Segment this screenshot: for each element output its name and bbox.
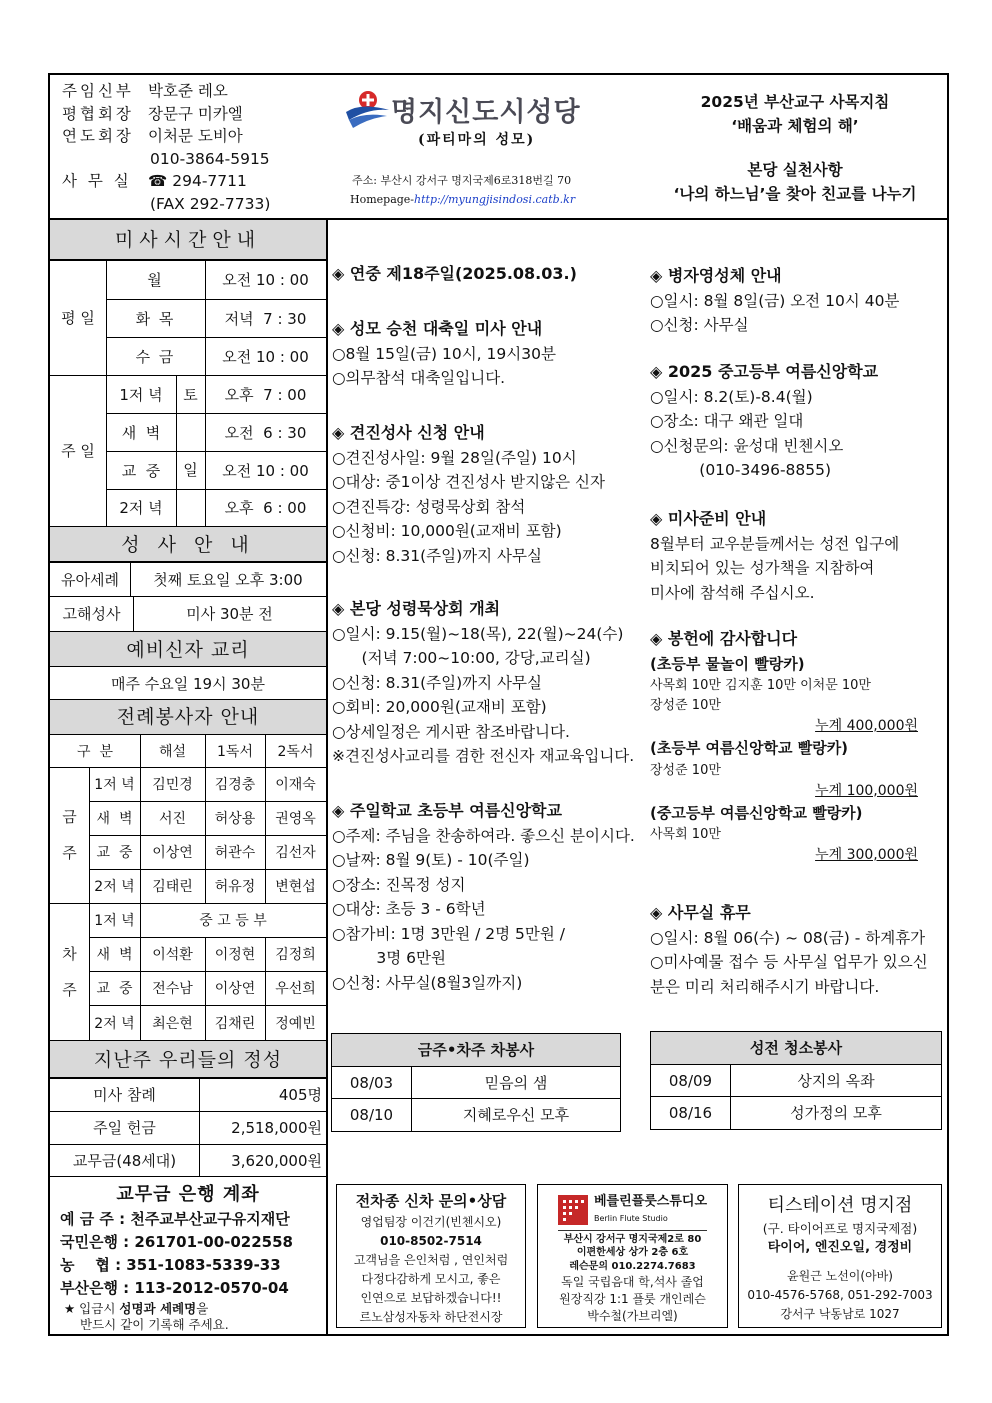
catechumen-time: 매주 수요일 19시 30분 (50, 667, 326, 700)
next-week-label: 차 주 (62, 944, 77, 999)
minister-name: 허유정 (214, 879, 256, 895)
notice-section (332, 262, 577, 287)
notice-line: ○의무참석 대축일입니다. (332, 369, 506, 387)
minister-name: 최은현 (152, 1015, 193, 1032)
bank-account-line: 예 금 주 : 천주교부산교구유지재단 (60, 1210, 290, 1228)
homepage-label: Homepage- (350, 193, 415, 206)
staff-role: 사 무 실 (62, 172, 132, 190)
staff-row (62, 103, 270, 126)
bank-account-line: 국민은행 : 261701-00-022558 (60, 1233, 293, 1251)
mass-name: 2저 녁 (119, 499, 163, 517)
notice-section (332, 799, 635, 995)
notice-line: ○8월 15일(금) 10시, 19시30분 (332, 344, 556, 363)
notice-line: 비치되어 있는 성가책을 지참하여 (650, 559, 875, 577)
minister-name: 이상연 (152, 845, 193, 861)
parish-subtitle: (파티마의 성모) (418, 132, 536, 148)
notice-line: ○미사예물 접수 등 사무실 업무가 있으신 (650, 953, 928, 971)
homepage (350, 193, 575, 206)
thanks-detail: 장성준 10만 (650, 698, 721, 713)
notice-title: ◈ 봉헌에 감사합니다 (650, 629, 798, 648)
table-row (332, 1099, 620, 1131)
offering-label: 미사 참례 (93, 1086, 156, 1104)
notice-title: ◈ 주일학교 초등부 여름신앙학교 (332, 801, 562, 820)
staff-row (62, 125, 270, 148)
mass-day: 월 (147, 271, 164, 289)
minister-name: 우선희 (275, 981, 316, 997)
notice-line: ○신청비: 10,000원(교재비 포함) (332, 522, 562, 540)
notice-line: ○대상: 초등 3 - 6학년 (332, 900, 486, 918)
minister-name: 김민경 (152, 777, 193, 793)
ad-title: 전차종 신차 문의•상담 (355, 1192, 507, 1210)
cleaning-service-title: 성전 청소봉사 (651, 1032, 941, 1065)
notice-line: ○신청: 8.31(주일)까지 사무실 (332, 673, 542, 692)
thanks-detail: 사목회 10만 김지훈 10만 이처문 10만 (650, 678, 871, 693)
offering-value: 405명 (278, 1086, 322, 1104)
service-date: 08/03 (332, 1067, 412, 1098)
table-row (332, 1067, 620, 1099)
parish-address: 주소: 부산시 강서구 명지국제6로318번길 70 (352, 174, 572, 187)
sunday-label: 주 일 (61, 442, 95, 460)
mass-day: 일 (183, 461, 198, 479)
bank-note: 반드시 같이 기록해 주세요. (80, 1317, 229, 1332)
staff-role: 주임신부 (62, 82, 134, 100)
notice-line: (저녁 7:00~10:00, 강당,교리실) (332, 649, 591, 667)
minister-name: 김채린 (214, 1015, 256, 1032)
ad-title: 베를린플룻스튜디오 (593, 1194, 708, 1209)
staff-row (62, 80, 270, 103)
thanks-heading: (초등부 여름신앙학교 빨랑카) (650, 739, 849, 757)
notice-line: 3명 6만원 (332, 949, 446, 967)
mass-title: 미사시간안내 (50, 220, 326, 260)
offering-value: 2,518,000원 (231, 1119, 322, 1137)
bank-account-line: 부산은행 : 113-2012-0570-04 (60, 1279, 289, 1297)
notice-line: ○일시: 9.15(월)~18(목), 22(월)~24(수) (332, 624, 624, 643)
notice-line: ○일시: 8.2(토)-8.4(월) (650, 387, 813, 406)
service-name: 교 중 (96, 981, 133, 997)
service-group: 상지의 옥좌 (797, 1072, 875, 1090)
guide-line: ‘배움과 체험의 해’ (731, 117, 859, 135)
bank-account-line: 농 협 : 351-1083-5339-33 (60, 1256, 281, 1274)
table-row (651, 1065, 941, 1097)
minister-name: 권영옥 (275, 811, 316, 827)
column-header: 구 분 (77, 744, 113, 760)
service-name: 1저 녁 (94, 777, 135, 793)
service-name: 2저 녁 (94, 879, 135, 895)
minister-name: 김태린 (152, 879, 193, 895)
ad-line: 원장직강 1:1 플룻 개인레슨 (559, 1292, 706, 1306)
notice-line: ○대상: 중1이상 견진성사 받지않은 신자 (332, 473, 605, 491)
notice-line: ○견진특강: 성령묵상회 참석 (332, 497, 526, 516)
notice-section (650, 360, 940, 483)
offering-label: 주일 헌금 (93, 1119, 156, 1137)
mass-name: 교 중 (121, 461, 161, 480)
minister-name: 변현섭 (275, 879, 316, 895)
ad-line: 박수철(가브리엘) (587, 1309, 678, 1323)
service-name: 1저 녁 (94, 913, 135, 929)
mass-day: 화 목 (135, 309, 176, 328)
minister-name: 김정희 (275, 947, 316, 963)
minister-name: 이상연 (214, 981, 256, 997)
sacrament-name: 고해성사 (62, 605, 121, 623)
homepage-link[interactable]: http://myungjisindosi.catb.kr (414, 193, 576, 206)
parish-emblem-icon (343, 86, 391, 134)
weekday-label: 평 일 (61, 309, 95, 327)
notice-title: ◈ 견진성사 신청 안내 (332, 423, 485, 442)
notice-title: ◈ 병자영성체 안내 (650, 266, 782, 285)
car-dealer-ad (336, 1184, 526, 1328)
staff-row (62, 148, 270, 171)
minister-name: 중 고 등 부 (199, 913, 267, 929)
service-date: 08/10 (332, 1099, 412, 1131)
notice-line: 8월부터 교우분들께서는 성전 입구에 (650, 534, 900, 553)
service-group: 성가정의 모후 (790, 1104, 882, 1122)
offering-value: 3,620,000원 (231, 1151, 322, 1170)
ad-line: 강서구 낙동남로 1027 (780, 1307, 900, 1321)
mass-name: 1저 녁 (119, 385, 163, 404)
notice-line: ○일시: 8월 06(수) ~ 08(금) - 하계휴가 (650, 928, 926, 947)
grid-line (50, 1176, 326, 1177)
notice-line: ○신청문의: 윤성대 빈첸시오 (650, 436, 844, 455)
staff-row (62, 170, 270, 193)
sacrament-time: 첫째 토요일 오후 3:00 (153, 570, 303, 589)
staff-name: 박호준 레오 (148, 82, 228, 100)
minister-name: 이석환 (152, 947, 193, 963)
service-name: 교 중 (96, 845, 133, 861)
staff-name: (FAX 292-7733) (150, 194, 271, 213)
ad-subtitle: Berlin Flute Studio (593, 1214, 668, 1223)
notice-title: ◈ 2025 중고등부 여름신앙학교 (650, 362, 879, 381)
notice-section (332, 421, 605, 568)
notice-section (650, 507, 940, 605)
minister-name: 이정현 (214, 947, 256, 963)
notice-line: ※견진성사교리를 겸한 전신자 재교육입니다. (332, 747, 635, 765)
mass-time: 오전 10 : 00 (222, 461, 309, 480)
cleaning-service-table (650, 1031, 942, 1130)
mass-day: 토 (183, 385, 198, 404)
mass-time: 오후 7 : 00 (224, 385, 307, 404)
minister-name: 김경충 (214, 777, 256, 793)
thanks-total: 누계 400,000원 (815, 718, 918, 734)
parish-name: 명지신도시성당 (391, 97, 581, 128)
thanks-heading: (초등부 물놀이 빨랑카) (650, 654, 805, 673)
ad-line: 이편한세상 상가 2층 6호 (576, 1247, 689, 1258)
notice-line: ○신청: 사무실(8월3일까지) (332, 973, 523, 992)
notice-title: ◈ 미사준비 안내 (650, 509, 767, 528)
ad-line: 영업팀장 이건기(빈첸시오) (360, 1215, 502, 1229)
thanks-detail: 장성준 10만 (650, 762, 721, 778)
guide-line: 본당 실천사항 (747, 161, 843, 179)
notice-line: ○신청: 사무실 (650, 316, 749, 334)
ad-line: 고객님을 은인처럼 , 연인처럼 (353, 1253, 509, 1267)
staff-role: 평협회장 (62, 104, 134, 123)
staff-name: 이처문 도비아 (148, 127, 243, 145)
minister-name: 서진 (158, 811, 187, 827)
minister-name: 이재숙 (275, 777, 316, 793)
ad-line: 다정다감하게 모시고, 좋은 (361, 1272, 501, 1286)
notice-line: ○참가비: 1명 3만원 / 2명 5만원 / (332, 924, 565, 943)
ad-line: 레슨문의 010.2274.7683 (569, 1261, 696, 1272)
notice-title: ◈ 연중 제18주일(2025.08.03.) (332, 264, 577, 283)
notice-section (332, 317, 556, 391)
ad-line: 독일 국립음대 학,석사 졸업 (561, 1275, 704, 1289)
offering-label: 교무금(48세대) (72, 1151, 177, 1170)
bank-title: 교무금 은행 계좌 (116, 1184, 260, 1205)
notice-title: ◈ 본당 성령묵상회 개최 (332, 599, 501, 618)
staff-row (62, 193, 270, 216)
service-date: 08/16 (651, 1097, 731, 1129)
bank-note-text: 을 (196, 1301, 209, 1316)
notice-title: ◈ 성모 승천 대축일 미사 안내 (332, 319, 543, 338)
minister-name: 정예빈 (275, 1015, 316, 1032)
ad-phone: 010-8502-7514 (380, 1234, 482, 1248)
service-date: 08/09 (651, 1065, 731, 1096)
mass-time: 오전 10 : 00 (222, 271, 309, 289)
notice-line: ○날짜: 8월 9(토) - 10(주일) (332, 851, 530, 869)
ad-line: 부산시 강서구 명지국제2로 80 (563, 1234, 702, 1245)
mass-name: 새 벽 (121, 423, 161, 442)
ad-line: 르노삼성자동차 하단전시장 (359, 1310, 503, 1324)
mass-day: 수 금 (135, 347, 176, 366)
guide-line (650, 138, 940, 158)
flute-studio-ad (537, 1184, 728, 1328)
notice-line: ○견진성사일: 9월 28일(주일) 10시 (332, 448, 577, 467)
notice-section (650, 264, 940, 338)
service-name: 새 벽 (96, 811, 133, 827)
notice-line: 미사에 참석해 주십시오. (650, 583, 815, 602)
staff-name: ☎ 294-7711 (148, 172, 247, 190)
flute-studio-logo-icon (558, 1195, 588, 1225)
column-header: 해설 (158, 744, 187, 760)
guide-line: ‘나의 하느님’을 찾아 친교를 나누기 (673, 185, 917, 203)
liturgy-title: 전례봉사자 안내 (50, 700, 326, 735)
notice-line: ○일시: 8월 8일(금) 오전 10시 40분 (650, 291, 900, 310)
column-header: 1독서 (217, 744, 253, 760)
notice-line: ○회비: 20,000원(교재비 포함) (332, 698, 547, 716)
catechumen-title: 예비신자 교리 (50, 631, 326, 667)
notice-line: ○상세일정은 게시판 참조바랍니다. (332, 722, 570, 741)
mass-time: 오후 6 : 00 (224, 499, 307, 517)
thanks-detail: 사목회 10만 (650, 827, 721, 842)
staff-list (62, 80, 270, 215)
minister-name: 김선자 (275, 845, 316, 861)
minister-name: 허관수 (214, 845, 256, 861)
staff-name: 010-3864-5915 (150, 149, 270, 168)
notice-line: ○주제: 주님을 찬송하여라. 좋으신 분이시다. (332, 826, 635, 845)
ad-line: 인연으로 보답하겠습니다!! (360, 1291, 502, 1305)
notice-line: 분은 미리 처리해주시기 바랍니다. (650, 977, 880, 996)
ad-line: (구. 타이어프로 명지국제점) (762, 1221, 918, 1236)
notice-line: ○장소: 진목정 성지 (332, 875, 466, 894)
thanks-total: 누계 100,000원 (815, 782, 918, 799)
ad-title: 티스테이션 명지점 (767, 1195, 913, 1216)
notice-line: (010-3496-8855) (650, 461, 832, 479)
tire-shop-ad (738, 1184, 942, 1328)
thanks-heading: (중고등부 여름신앙학교 빨랑카) (650, 803, 863, 822)
guide-line: 2025년 부산교구 사목지침 (700, 93, 890, 111)
staff-role: 연도회장 (62, 127, 134, 145)
table-row (651, 1097, 941, 1129)
car-service-title: 금주•차주 차봉사 (332, 1034, 620, 1067)
offering-title: 지난주 우리들의 정성 (50, 1040, 326, 1078)
service-name: 새 벽 (96, 947, 133, 963)
sacrament-title: 성 사 안 내 (50, 526, 326, 562)
this-week-label: 금 주 (62, 808, 77, 862)
pastoral-guide (650, 90, 940, 206)
column-header: 2독서 (277, 744, 314, 760)
service-group: 지혜로우신 모후 (462, 1106, 570, 1124)
ad-line: 010-4576-5768, 051-292-7003 (747, 1288, 933, 1302)
notice-line: ○장소: 대구 왜관 일대 (650, 412, 804, 430)
minister-name: 허상용 (214, 811, 256, 827)
sacrament-time: 미사 30분 전 (186, 605, 273, 623)
minister-name: 전수남 (152, 981, 193, 997)
notice-section (332, 597, 634, 769)
notice-line: ○신청: 8.31(주일)까지 사무실 (332, 546, 542, 565)
sacrament-name: 유아세례 (61, 570, 119, 589)
mass-time: 오전 6 : 30 (224, 423, 307, 442)
bank-note-bold: 성명과 세례명 (119, 1301, 197, 1316)
thanks-total: 누계 300,000원 (815, 847, 918, 863)
mass-time: 저녁 7 : 30 (224, 309, 307, 328)
service-name: 2저 녁 (94, 1015, 135, 1032)
notice-section (650, 627, 940, 865)
service-group: 믿음의 샘 (484, 1074, 548, 1092)
bank-note-text: ★ 입금시 (64, 1301, 120, 1316)
staff-name: 장문구 미카엘 (148, 104, 243, 123)
car-service-table (331, 1033, 621, 1132)
mass-time: 오전 10 : 00 (222, 347, 309, 366)
left-column-divider (326, 219, 328, 1336)
notice-title: ◈ 사무실 휴무 (650, 903, 751, 922)
ad-line: 윤원근 노선이(아바) (787, 1269, 893, 1283)
notice-section (650, 901, 940, 999)
ad-line: 타이어, 엔진오일, 경정비 (767, 1240, 913, 1255)
